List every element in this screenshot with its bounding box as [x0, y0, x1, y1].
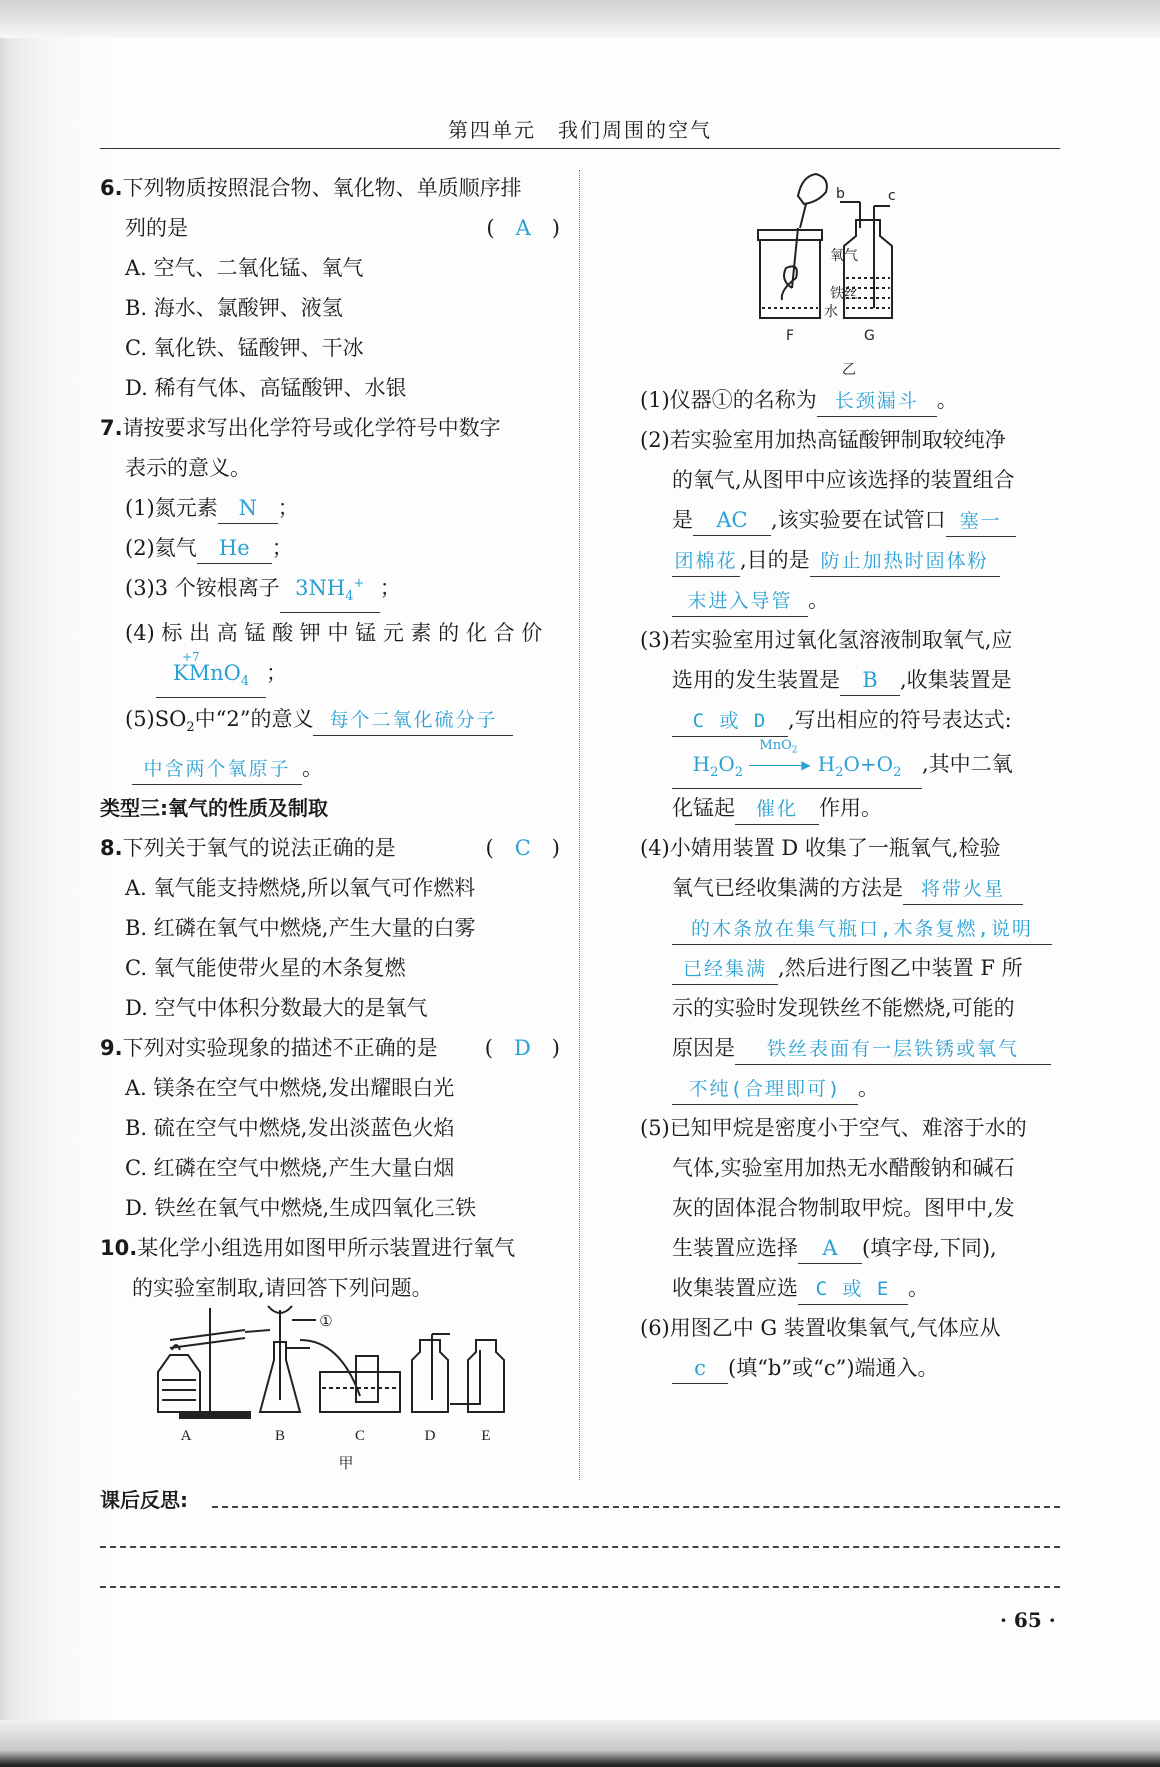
- q8-option-c: C. 氧气能使带火星的木条复燃: [125, 956, 406, 981]
- q7-p3-answer: $3NH_4^+$: [280, 569, 380, 613]
- q6-answer: ( A ): [486, 216, 560, 240]
- fig-jia-label-b: B: [274, 1428, 286, 1444]
- q7-part5-cont: 中含两个氧原子 。: [100, 748, 560, 788]
- fig-jia-label-d: D: [424, 1428, 436, 1444]
- q7-p1-answer: N: [218, 493, 278, 524]
- page-header: 第四单元 我们周围的空气: [448, 118, 712, 142]
- section3-title: 类型三:氧气的性质及制取: [100, 796, 328, 821]
- fig-yi-wire-label: 铁丝: [830, 286, 858, 302]
- fig-yi-label-g: G: [864, 328, 875, 344]
- fig-jia-label-c: C: [354, 1428, 366, 1444]
- reflection-line-3[interactable]: [100, 1586, 1060, 1588]
- q10-s3-line3: C 或 D ,写出相应的符号表达式:: [640, 700, 1060, 740]
- column-divider: [579, 170, 580, 1480]
- q10-s2-answer1: AC: [693, 505, 771, 536]
- reflection-label: 课后反思:: [100, 1488, 188, 1512]
- q10-s6-answer: c: [672, 1353, 728, 1384]
- fig-yi-b-label: b: [836, 186, 845, 202]
- q8-option-b: B. 红磷在氧气中燃烧,产生大量的白雾: [125, 916, 476, 941]
- q10-s2-answer3: 团棉花: [672, 546, 740, 577]
- q10-s4-line7: 不纯(合理即可) 。: [640, 1068, 1060, 1108]
- q7-part1: (1)氮元素 N ；: [100, 488, 560, 528]
- q7-stem: 7.请按要求写出化学符号或化学符号中数字: [100, 416, 501, 440]
- q9-option-d: D. 铁丝在氧气中燃烧,生成四氧化三铁: [125, 1196, 477, 1221]
- q6-option-a: A. 空气、二氧化锰、氧气: [125, 256, 364, 280]
- q6-option-c: C. 氧化铁、锰酸钾、干冰: [125, 336, 364, 360]
- q10-s2-answer2: 塞一: [946, 506, 1016, 537]
- q10-s2-line1: (2)若实验室用加热高锰酸钾制取较纯净: [640, 428, 1006, 452]
- figure-jia-apparatus: [150, 1300, 550, 1475]
- q6-option-d: D. 稀有气体、高锰酸钾、水银: [125, 376, 407, 400]
- q10-s3-line4: $H_2O_2$ MnO$_2$ ▶ $H_2O+O_2$ ,其中二氧: [640, 740, 1060, 788]
- q10-s4-answer1: 将带火星: [903, 874, 1023, 905]
- q7-stem-cont: 表示的意义。: [125, 456, 251, 480]
- q10-s5-answer2: C 或 E: [798, 1274, 908, 1305]
- q7-part3: (3)3 个铵根离子 $3NH_4^+$ ；: [100, 568, 560, 613]
- q10-s5-line2: 气体,实验室用加热无水醋酸钠和碱石: [672, 1156, 1015, 1180]
- reflection-line-1[interactable]: [212, 1506, 1060, 1508]
- q8-stem: 8.下列关于氧气的说法正确的是 ( C ): [100, 828, 560, 868]
- fig-yi-o2-label: 氧气: [830, 248, 858, 264]
- q7-part4: (4) 标 出 高 锰 酸 钾 中 锰 元 素 的 化 合 价: [125, 621, 543, 646]
- q6-option-b: B. 海水、氯酸钾、液氢: [125, 296, 343, 320]
- q10-s1-answer: 长颈漏斗: [817, 386, 937, 417]
- q10-s2-answer4: 防止加热时固体粉: [810, 546, 1000, 577]
- q10-s1: (1)仪器①的名称为 长颈漏斗 。: [640, 380, 1060, 420]
- q10-s4-line5: 示的实验时发现铁丝不能燃烧,可能的: [672, 996, 1015, 1020]
- q7-p5-answer2: 中含两个氧原子: [132, 754, 302, 785]
- q10-s5-line1: (5)已知甲烷是密度小于空气、难溶于水的: [640, 1116, 1027, 1140]
- q10-s4-answer5: 不纯(合理即可): [672, 1074, 858, 1105]
- q10-s2-line5: 末进入导管 。: [640, 580, 1060, 620]
- q8-answer: ( C ): [485, 836, 560, 861]
- q10-s3-answer2: C 或 D: [672, 706, 788, 737]
- fig-yi-water-label: 水: [824, 304, 838, 320]
- q10-s4-answer2: 的木条放在集气瓶口,木条复燃,说明: [672, 914, 1052, 945]
- figure-yi-apparatus: [740, 168, 980, 380]
- fig-jia-label-e: E: [481, 1428, 491, 1444]
- reflection-line-2[interactable]: [100, 1546, 1060, 1548]
- q10-s5-line5: 收集装置应选 C 或 E 。: [640, 1268, 1060, 1308]
- q7-p2-answer: He: [197, 533, 272, 564]
- q10-s3-answer3: 催化: [735, 794, 819, 825]
- left-column: [100, 168, 560, 1308]
- q7-p5-answer1: 每个二氧化硫分子: [313, 705, 513, 736]
- q10-s6-line1: (6)用图乙中 G 装置收集氧气,气体应从: [640, 1316, 1001, 1340]
- q10-s4-line2: 氧气已经收集满的方法是 将带火星: [640, 868, 1060, 908]
- q6-stem: 6.下列物质按照混合物、氧化物、单质顺序排: [100, 176, 522, 200]
- q10-s4-line6: 原因是 铁丝表面有一层铁锈或氧气: [640, 1028, 1060, 1068]
- q9-option-a: A. 镁条在空气中燃烧,发出耀眼白光: [125, 1076, 455, 1101]
- q9-option-c: C. 红磷在空气中燃烧,产生大量白烟: [125, 1156, 455, 1181]
- q10-s3-equation: $H_2O_2$ MnO$_2$ ▶ $H_2O+O_2$: [672, 749, 922, 789]
- q10-s5-line3: 灰的固体混合物制取甲烷。图甲中,发: [672, 1196, 1015, 1220]
- q7-part5: $(5)SO_2$中“2”的意义 每个二氧化硫分子: [100, 699, 560, 748]
- q10-s4-line3: [640, 908, 1060, 948]
- q10-s2-answer5: 末进入导管: [672, 586, 808, 617]
- q10-s4-answer4: 铁丝表面有一层铁锈或氧气: [735, 1034, 1051, 1065]
- fig-jia-caption: 甲: [338, 1456, 354, 1472]
- q10-s5-answer1: A: [798, 1233, 862, 1264]
- q6-stem-cont: 列的是 ( A ): [100, 208, 560, 248]
- q10-s4-line1: (4)小婧用装置 D 收集了一瓶氧气,检验: [640, 836, 1001, 860]
- q10-s5-line4: 生装置应选择 A (填字母,下同),: [640, 1228, 1060, 1268]
- q10-s6-line2: c (填“b”或“c”)端通入。: [640, 1348, 1060, 1388]
- fig-jia-marker: ①: [319, 1314, 333, 1330]
- q10-s3-answer1: B: [840, 665, 900, 696]
- right-column: [640, 380, 1060, 1388]
- q10-s2-line2: 的氧气,从图甲中应该选择的装置组合: [672, 468, 1015, 492]
- q10-s3-line2: 选用的发生装置是 B ,收集装置是: [640, 660, 1060, 700]
- q10-s4-answer3: 已经集满: [672, 954, 778, 985]
- q9-stem: 9.下列对实验现象的描述不正确的是 ( D ): [100, 1028, 560, 1068]
- fig-yi-c-label: c: [888, 188, 896, 204]
- fig-yi-label-f: F: [786, 328, 795, 344]
- q10-s2-line3: 是 AC ,该实验要在试管口 塞一: [640, 500, 1060, 540]
- page-number: · 65 ·: [1000, 1608, 1056, 1632]
- q8-option-d: D. 空气中体积分数最大的是氧气: [125, 996, 428, 1021]
- q7-part4-answer-line: +7 KMnO$_4$ ；: [100, 653, 560, 699]
- fig-yi-caption: 乙: [842, 362, 856, 378]
- q9-option-b: B. 硫在空气中燃烧,发出淡蓝色火焰: [125, 1116, 455, 1141]
- q10-s3-line1: (3)若实验室用过氧化氢溶液制取氧气,应: [640, 628, 1013, 652]
- q10-stem: 10.某化学小组选用如图甲所示装置进行氧气: [100, 1236, 516, 1261]
- q8-option-a: A. 氧气能支持燃烧,所以氧气可作燃料: [125, 876, 476, 901]
- q7-p4-answer: +7 KMnO$_4$: [156, 658, 266, 698]
- q10-s4-line4: 已经集满 ,然后进行图乙中装置 F 所: [640, 948, 1060, 988]
- q7-part2: (2)氦气 He ；: [100, 528, 560, 568]
- header-rule: [100, 148, 1060, 149]
- q9-answer: ( D ): [484, 1036, 560, 1061]
- q10-s3-line5: 化锰起 催化 作用。: [640, 788, 1060, 828]
- q10-s2-line4: 团棉花 ,目的是 防止加热时固体粉: [640, 540, 1060, 580]
- fig-jia-label-a: A: [180, 1428, 192, 1444]
- q10-stem-cont: 的实验室制取,请回答下列问题。: [132, 1276, 433, 1301]
